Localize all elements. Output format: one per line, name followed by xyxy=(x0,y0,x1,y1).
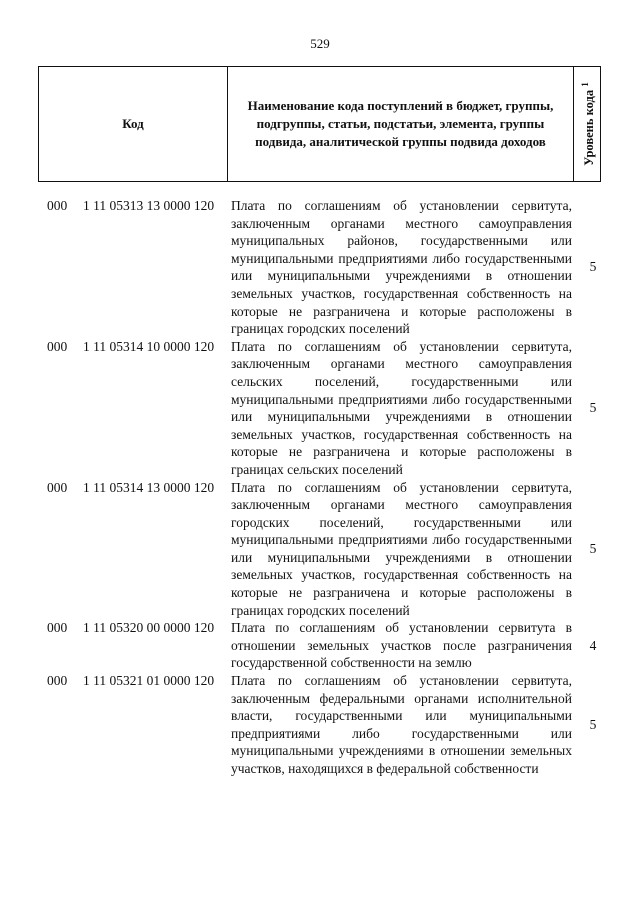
row-description: Плата по соглашениям об установлении сервитута, заключенным органами местного самоуправления городских поселений, государственными или муниципальными предприятиями либо государственными или муниципальными учреждениями в отношении земельных участков, государственная собственность на которые не разграничена и которые расположены в границах городских поселений xyxy=(231,479,572,618)
row-level: 4 xyxy=(589,637,597,653)
row-description: Плата по соглашениям об установлении сервитута в отношении земельных участков после разграничения государственной собственности на землю xyxy=(231,620,572,671)
row-code: 1 11 05321 01 0000 120 xyxy=(83,673,215,689)
row-prefix: 000 xyxy=(47,338,68,354)
row-code: 1 11 05313 13 0000 120 xyxy=(83,198,215,213)
row-code: 1 11 05320 00 0000 120 xyxy=(83,620,215,636)
table-row xyxy=(0,672,640,778)
row-prefix: 000 xyxy=(47,198,68,213)
row-description: Плата по соглашениям об установлении сервитута, заключенным органами местного самоуправления сельских поселений, государственными или муниципальными предприятиями либо государственными или муниципальными учреждениями в отношении земельных участков, государственная собственность на которые не разграничена и которые расположены в границах сельских поселений xyxy=(231,338,572,477)
row-prefix: 000 xyxy=(47,620,68,636)
header-level-text: Уровень кода xyxy=(582,89,597,166)
row-level: 5 xyxy=(589,400,597,416)
table-body xyxy=(0,197,640,778)
table-row xyxy=(0,338,640,479)
row-code: 1 11 05314 10 0000 120 xyxy=(83,338,215,354)
table-header xyxy=(38,66,601,182)
row-description: Плата по соглашениям об установлении сервитута, заключенным федеральными органами исполнительной власти, государственными или муниципальными предприятиями либо государственными или муниципальными учреждениями в отношении земельных участков, находящихся в федеральной собственности xyxy=(231,673,572,776)
row-level: 5 xyxy=(589,259,597,275)
row-code: 1 11 05314 13 0000 120 xyxy=(83,479,215,495)
row-prefix: 000 xyxy=(47,479,68,495)
header-code: Код xyxy=(39,67,228,181)
header-name: Наименование кода поступлений в бюджет, группы, подгруппы, статьи, подстатьи, элемента, группы подвида, аналитической группы подвида доходов xyxy=(228,67,574,181)
page-number: 529 xyxy=(310,36,330,51)
table-row xyxy=(0,479,640,620)
table-row xyxy=(0,197,640,338)
row-level: 5 xyxy=(589,716,597,732)
header-level-label xyxy=(576,82,598,165)
row-level: 5 xyxy=(589,540,597,556)
header-level-footnote: 1 xyxy=(579,82,590,87)
row-description: Плата по соглашениям об установлении сервитута, заключенным органами местного самоуправления муниципальных районов, государственными или муниципальными предприятиями либо государственными или муниципальными учреждениями в отношении земельных участков, государственная собственность на которые не разграничена и которые расположены в границах городских поселений xyxy=(231,198,572,337)
row-prefix: 000 xyxy=(47,673,68,689)
header-level xyxy=(574,67,600,181)
table-row xyxy=(0,619,640,672)
